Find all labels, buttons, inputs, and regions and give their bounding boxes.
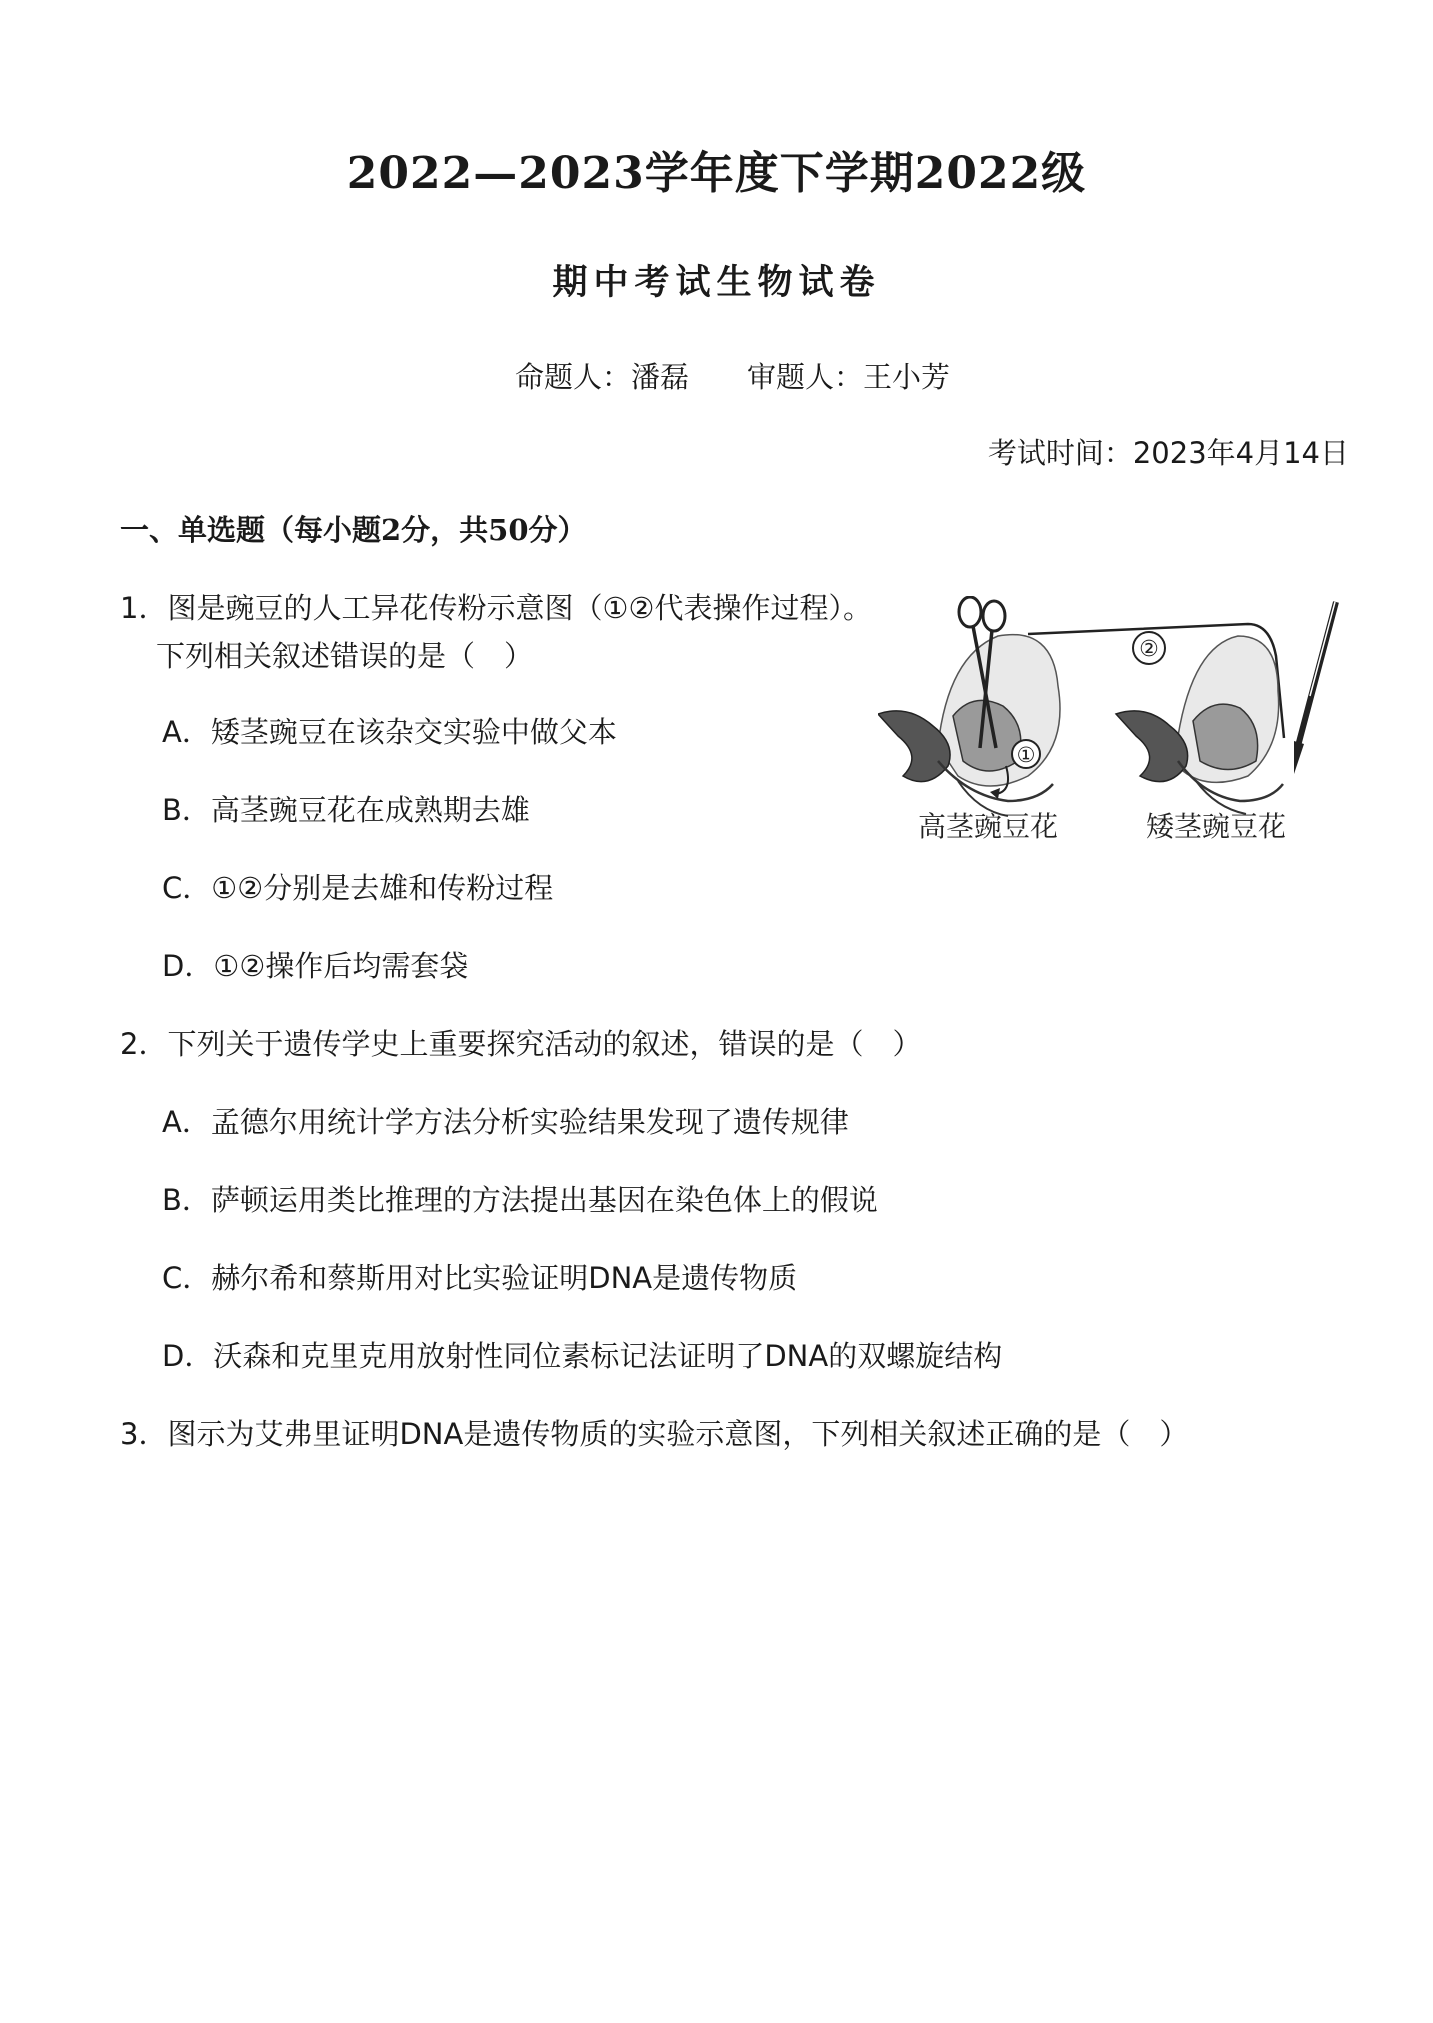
figure-label-tall: 高茎豌豆花 bbox=[917, 810, 1059, 840]
question-1-option-a: A．矮茎豌豆在该杂交实验中做父本 bbox=[162, 715, 617, 749]
question-2-option-b: B．萨顿运用类比推理的方法提出基因在染色体上的假说 bbox=[162, 1183, 878, 1217]
marker-1: ① bbox=[1016, 743, 1036, 767]
question-2-option-d: D．沃森和克里克用放射性同位素标记法证明了DNA的双螺旋结构 bbox=[162, 1339, 1003, 1373]
figure-label-dwarf: 矮茎豌豆花 bbox=[1145, 810, 1287, 840]
question-1-option-b: B．高茎豌豆花在成熟期去雄 bbox=[162, 793, 530, 827]
question-1-option-d: D．①②操作后均需套袋 bbox=[162, 949, 469, 983]
question-1-stem-cont: 下列相关叙述错误的是（ ） bbox=[156, 639, 534, 673]
question-3-stem: 3．图示为艾弗里证明DNA是遗传物质的实验示意图，下列相关叙述正确的是（ ） bbox=[120, 1417, 1189, 1451]
pea-pollination-figure bbox=[878, 596, 1346, 840]
question-2-option-a: A．孟德尔用统计学方法分析实验结果发现了遗传规律 bbox=[162, 1105, 849, 1139]
exam-date: 考试时间：2023年4月14日 bbox=[987, 436, 1349, 470]
marker-2: ② bbox=[1139, 637, 1159, 662]
exam-subtitle: 期中考试生物试卷 bbox=[552, 262, 881, 303]
pea-flower-icon bbox=[878, 635, 1060, 816]
authors-line bbox=[515, 355, 950, 396]
exam-title: 2022—2023学年度下学期2022级 bbox=[346, 148, 1087, 199]
question-1-option-c: C．①②分别是去雄和传粉过程 bbox=[162, 871, 554, 905]
question-2-option-c: C．赫尔希和蔡斯用对比实验证明DNA是遗传物质 bbox=[162, 1261, 798, 1295]
reviewer-name: 审题人：王小芳 bbox=[747, 360, 951, 394]
question-2-stem: 2．下列关于遗传学史上重要探究活动的叙述，错误的是（ ） bbox=[120, 1027, 922, 1061]
setter-name: 命题人：潘磊 bbox=[515, 360, 690, 394]
question-1-stem: 1．图是豌豆的人工异花传粉示意图（①②代表操作过程）。 bbox=[120, 591, 872, 625]
brush-icon bbox=[1294, 602, 1336, 774]
section-heading: 一、单选题（每小题2分，共50分） bbox=[120, 513, 587, 547]
pea-pollination-diagram bbox=[878, 596, 1346, 840]
